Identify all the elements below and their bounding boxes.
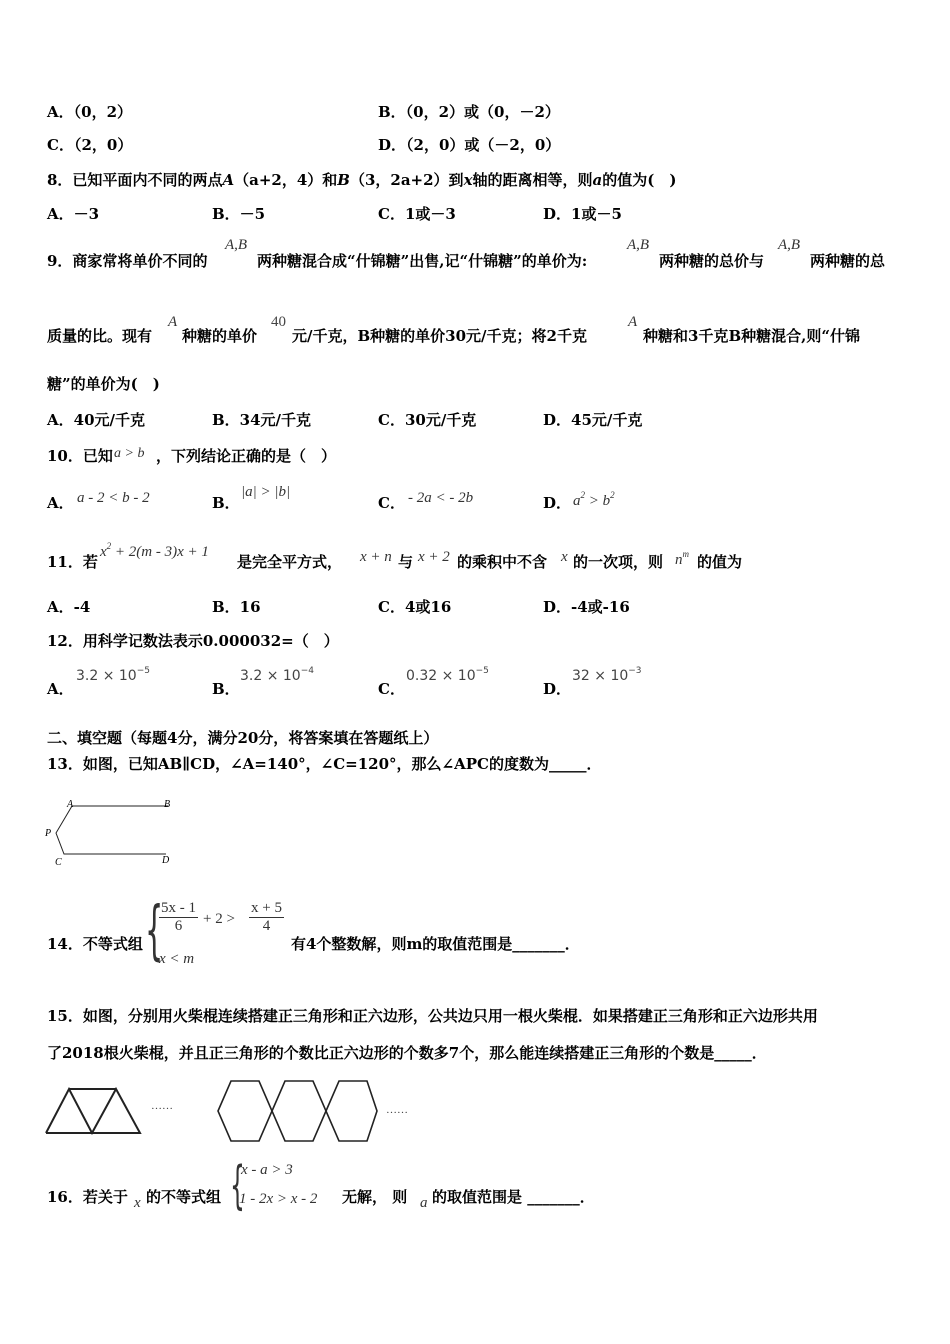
q16-inequality-1: x - a > 3	[241, 1162, 293, 1178]
q14-text-1: 14．不等式组	[47, 935, 143, 953]
q10-option-a: a - 2 < b - 2	[77, 490, 150, 506]
q9-option-c: C．30元/千克	[378, 411, 477, 429]
q11-text-1: 11．若	[47, 553, 98, 571]
q11-x: x	[561, 549, 568, 565]
q11-option-b: B．16	[212, 598, 261, 616]
q14-f2-denominator: 4	[262, 918, 271, 934]
q10-label-d: D．	[543, 494, 572, 512]
q8-option-d: D．1或－5	[543, 205, 622, 223]
q11-power-base: n	[675, 552, 683, 568]
q12-d-base: 32 × 10	[572, 668, 629, 684]
q15-dots-1: ……	[151, 1100, 173, 1112]
q16-a: a	[420, 1195, 428, 1211]
q13-figure	[44, 796, 184, 871]
q12-label-d: D．	[543, 680, 572, 698]
q9-ab-3: A,B	[778, 237, 801, 253]
q12-a-base: 3.2 × 10	[76, 668, 137, 684]
q11-option-d: D．-4或-16	[543, 598, 630, 616]
q15-line-2: 了2018根火柴棍，并且正三角形的个数比正六边形的个数多7个，那么能连续搭建正三角形的个数是_____．	[47, 1044, 767, 1062]
q15-line-1: 15．如图，分别用火柴棍连续搭建正三角形和正六边形，公共边只用一根火柴棍．如果搭建正三角形和正六边形共用	[47, 1007, 818, 1025]
q7-option-b: B．（0，2）或（0，－2）	[378, 103, 560, 121]
q12-c-base: 0.32 × 10	[406, 668, 476, 684]
q11-text-2: 是完全平方式，	[237, 553, 343, 571]
q9-option-d: D．45元/千克	[543, 411, 643, 429]
q14-inequality-2: x < m	[159, 951, 195, 967]
q11-option-a: A．-4	[47, 598, 91, 616]
q13-label-p: P	[45, 828, 52, 839]
q9-text-4: 两种糖的总	[810, 252, 886, 270]
q9-text-5: 质量的比。现有	[47, 327, 153, 345]
q14-text-2: 有4个整数解，则m的取值范围是_______．	[291, 935, 580, 953]
q7-option-d: D．（2，0）或（－2，0）	[378, 136, 561, 154]
q10-option-c: - 2a < - 2b	[408, 490, 474, 506]
q14-middle: + 2 >	[203, 911, 235, 927]
q14-f1-denominator: 6	[174, 918, 183, 934]
q12-question: 12．用科学记数法表示0.000032=（ ）	[47, 632, 339, 650]
q13-label-d: D	[162, 855, 170, 866]
q11-text-3: 与	[398, 553, 414, 571]
q8-x: x	[463, 171, 473, 189]
q9-text-6: 种糖的单价	[182, 327, 258, 345]
q11-expr-exp: 2	[106, 541, 112, 551]
q10-d-mid: > b	[585, 493, 611, 509]
q11-power-exp: m	[682, 549, 689, 559]
q12-option-b	[240, 666, 314, 684]
q8-pre: 8．已知平面内不同的两点	[47, 171, 223, 189]
q11-expression	[100, 541, 209, 561]
q7-option-a: A．（0，2）	[47, 103, 133, 121]
q15-dots-2: ……	[386, 1104, 408, 1116]
q11-text-5: 的一次项，则	[573, 553, 664, 571]
q11-text-4: 的乘积中不含	[457, 553, 548, 571]
q14-fraction-2	[249, 900, 284, 935]
q16-text-2: 的不等式组	[146, 1188, 222, 1206]
q12-label-c: C．	[378, 680, 405, 698]
q11-factor-2: x + 2	[418, 549, 450, 565]
q8-option-c: C．1或－3	[378, 205, 456, 223]
q8-a-coords: （a+2，4）和	[234, 171, 338, 189]
q8-option-b: B．－5	[212, 205, 266, 223]
q8-post1: 轴的距离相等，则	[472, 171, 593, 189]
q10-d-exp-2: 2	[610, 490, 615, 500]
q16-inequality-2: 1 - 2x > x - 2	[239, 1191, 318, 1207]
q12-b-base: 3.2 × 10	[240, 668, 301, 684]
q9-a-2: A	[628, 314, 638, 330]
q8-a: a	[592, 171, 603, 189]
q10-d-exp-1: 2	[580, 490, 585, 500]
q10-label-b: B．	[212, 494, 240, 512]
q15-hexagons-figure	[215, 1077, 380, 1145]
q16-text-1: 16．若关于	[47, 1188, 128, 1206]
q8-point-b: B	[337, 171, 350, 189]
q10-label-a: A．	[47, 494, 74, 512]
q13-question: 13．如图，已知AB∥CD，∠A=140°，∠C=120°，那么∠APC的度数为_____．	[47, 755, 602, 773]
q12-option-c	[406, 666, 489, 684]
q9-option-b: B．34元/千克	[212, 411, 312, 429]
q10-option-d	[573, 490, 615, 510]
q9-a-1: A	[168, 314, 178, 330]
q8-point-a: A	[222, 171, 235, 189]
q8-post2: 的值为( )	[602, 171, 677, 189]
section-2-heading: 二、填空题（每题4分，满分20分，将答案填在答题纸上）	[47, 729, 439, 747]
q9-text-9: 糖”的单价为( )	[47, 375, 160, 393]
q11-power	[675, 549, 689, 569]
q10-label-c: C．	[378, 494, 405, 512]
q9-text-3: 两种糖的总价与	[659, 252, 765, 270]
q15-triangles-figure	[44, 1085, 148, 1137]
q7-option-c: C．（2，0）	[47, 136, 133, 154]
q11-option-c: C．4或16	[378, 598, 452, 616]
q16-text-4: 的取值范围是 _______．	[432, 1188, 595, 1206]
q10-condition: a > b	[114, 446, 145, 461]
q12-a-exp: −5	[136, 666, 150, 676]
q10-text-2: ，下列结论正确的是（ ）	[156, 447, 337, 465]
q12-option-d	[572, 666, 642, 684]
q9-ab-1: A,B	[225, 237, 248, 253]
q16-x: x	[134, 1195, 141, 1211]
q16-brace: {	[230, 1156, 245, 1216]
q13-label-a: A	[67, 799, 74, 810]
q10-option-b: |a| > |b|	[241, 484, 291, 500]
q12-c-exp: −5	[475, 666, 489, 676]
q11-expr-x: x	[100, 544, 107, 560]
q14-brace: {	[145, 894, 164, 968]
q12-d-exp: −3	[628, 666, 642, 676]
q9-text-8: 种糖和3千克B种糖混合,则“什锦	[643, 327, 860, 345]
q12-label-b: B．	[212, 680, 240, 698]
q9-text-1: 9．商家常将单价不同的	[47, 252, 208, 270]
q9-text-7: 元/千克，B种糖的单价30元/千克；将2千克	[292, 327, 587, 345]
q9-ab-2: A,B	[627, 237, 650, 253]
q14-f2-numerator: x + 5	[251, 900, 282, 916]
q14-fraction-1	[159, 900, 198, 935]
q9-price-forty: 40	[271, 314, 286, 330]
q9-option-a: A．40元/千克	[47, 411, 145, 429]
q8-b-coords: （3，2a+2）到	[349, 171, 464, 189]
q8-option-a: A．－3	[47, 205, 100, 223]
q12-label-a: A．	[47, 680, 74, 698]
q13-label-c: C	[55, 857, 62, 868]
q11-expr-rest: + 2(m - 3)x + 1	[111, 544, 209, 560]
q9-text-2: 两种糖混合成“什锦糖”出售,记“什锦糖”的单价为:	[257, 252, 588, 270]
q10-text-1: 10．已知	[47, 447, 113, 465]
q8-question	[47, 170, 676, 190]
q12-b-exp: −4	[300, 666, 314, 676]
q10-d-base: a	[573, 493, 581, 509]
q11-factor-1: x + n	[360, 549, 392, 565]
q12-option-a	[76, 666, 150, 684]
q13-label-b: B	[164, 799, 171, 810]
q16-text-3: 无解， 则	[342, 1188, 408, 1206]
q11-text-6: 的值为	[697, 553, 743, 571]
q14-f1-numerator: 5x - 1	[161, 900, 196, 916]
